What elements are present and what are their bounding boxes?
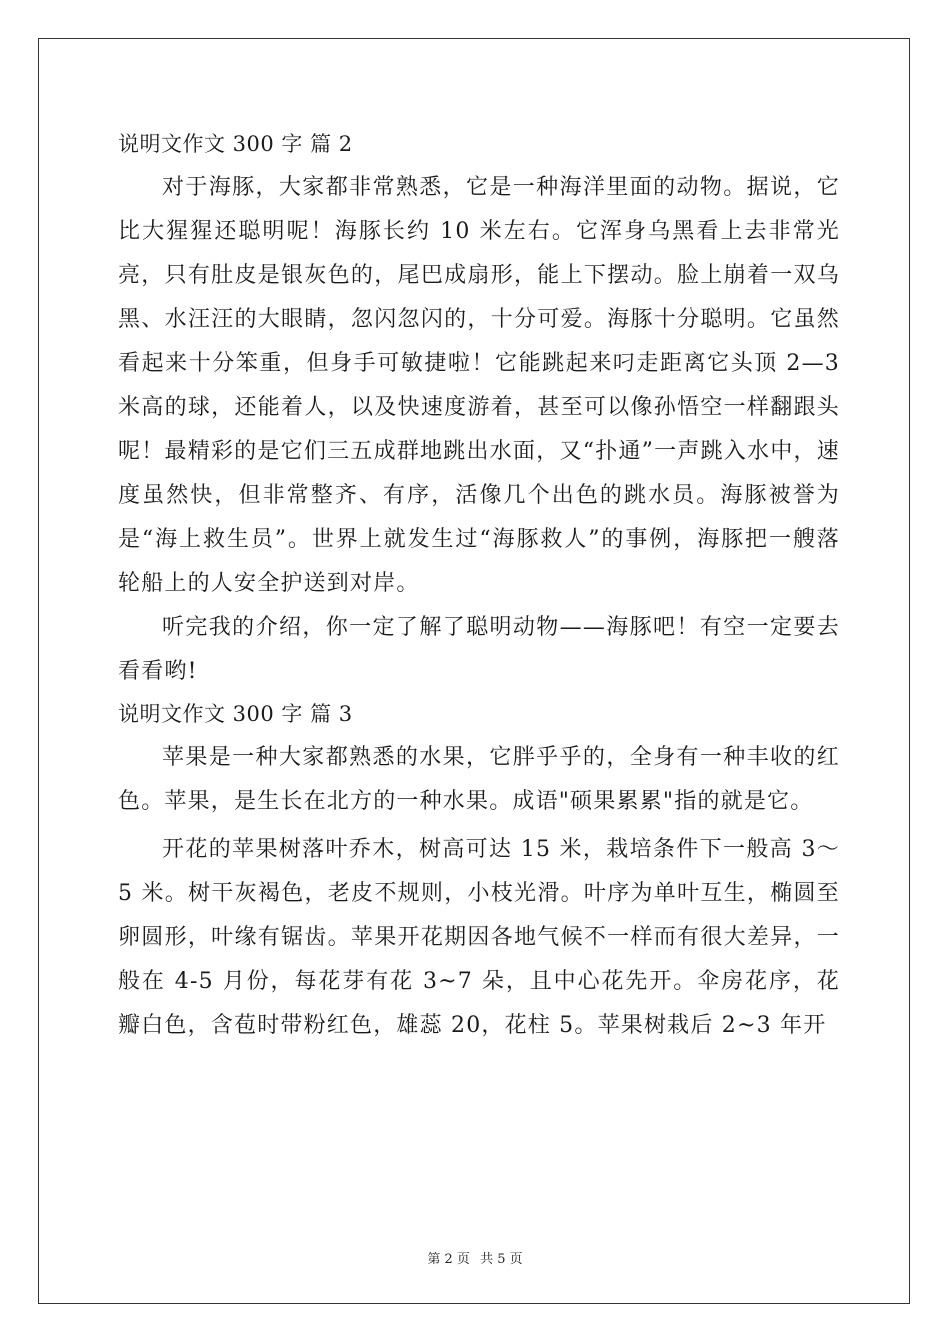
section-heading-2: 说明文作文 300 字 篇 2 (118, 132, 353, 156)
paragraph-dolphin-description: 对于海豚，大家都非常熟悉，它是一种海洋里面的动物。据说，它比大猩猩还聪明呢！海豚长约 10 米左右。它浑身乌黑看上去非常光亮，只有肚皮是银灰色的，尾巴成扇形，能上下摆动。脸上崩着一双乌黑、水汪汪的大眼睛，忽闪忽闪的，十分可爱。海豚十分聪明。它虽然看起来十分笨重，但身手可敏捷啦！它能跳起来叼走距离它头顶 2—3 米高的球，还能着人，以及快速度游着，甚至可以像孙悟空一样翻跟头呢！最精彩的是它们三五成群地跳出水面，又“扑通”一声跳入水中，速度虽然快，但非常整齐、有序，活像几个出色的跳水员。海豚被誉为是“海上救生员”。世界上就发生过“海豚救人”的事例，海豚把一艘落轮船上的人安全护送到对岸。 (118, 175, 840, 596)
document-body (118, 128, 840, 1048)
paragraph-dolphin-conclusion: 听完我的介绍，你一定了解了聪明动物——海豚吧！有空一定要去看看哟! (118, 615, 840, 684)
page-number: 第 2 页 (427, 1252, 470, 1267)
page-total: 共 5 页 (480, 1252, 523, 1267)
page-footer (0, 1248, 950, 1267)
section-heading-3: 说明文作文 300 字 篇 3 (118, 702, 353, 726)
paragraph-apple-intro: 苹果是一种大家都熟悉的水果，它胖乎乎的，全身有一种丰收的红色。苹果，是生长在北方的一种水果。成语"硕果累累"指的就是它。 (118, 745, 840, 814)
paragraph-apple-tree: 开花的苹果树落叶乔木，树高可达 15 米，栽培条件下一般高 3～5 米。树干灰褐色，老皮不规则，小枝光滑。叶序为单叶互生，椭圆至卵圆形，叶缘有锯齿。苹果开花期因各地气候不一样而有很大差异，一般在 4-5 月份，每花芽有花 3~7 朵，且中心花先开。伞房花序，花瓣白色，含苞时带粉红色，雄蕊 20，花柱 5。苹果树栽后 2~3 年开 (118, 837, 840, 1038)
